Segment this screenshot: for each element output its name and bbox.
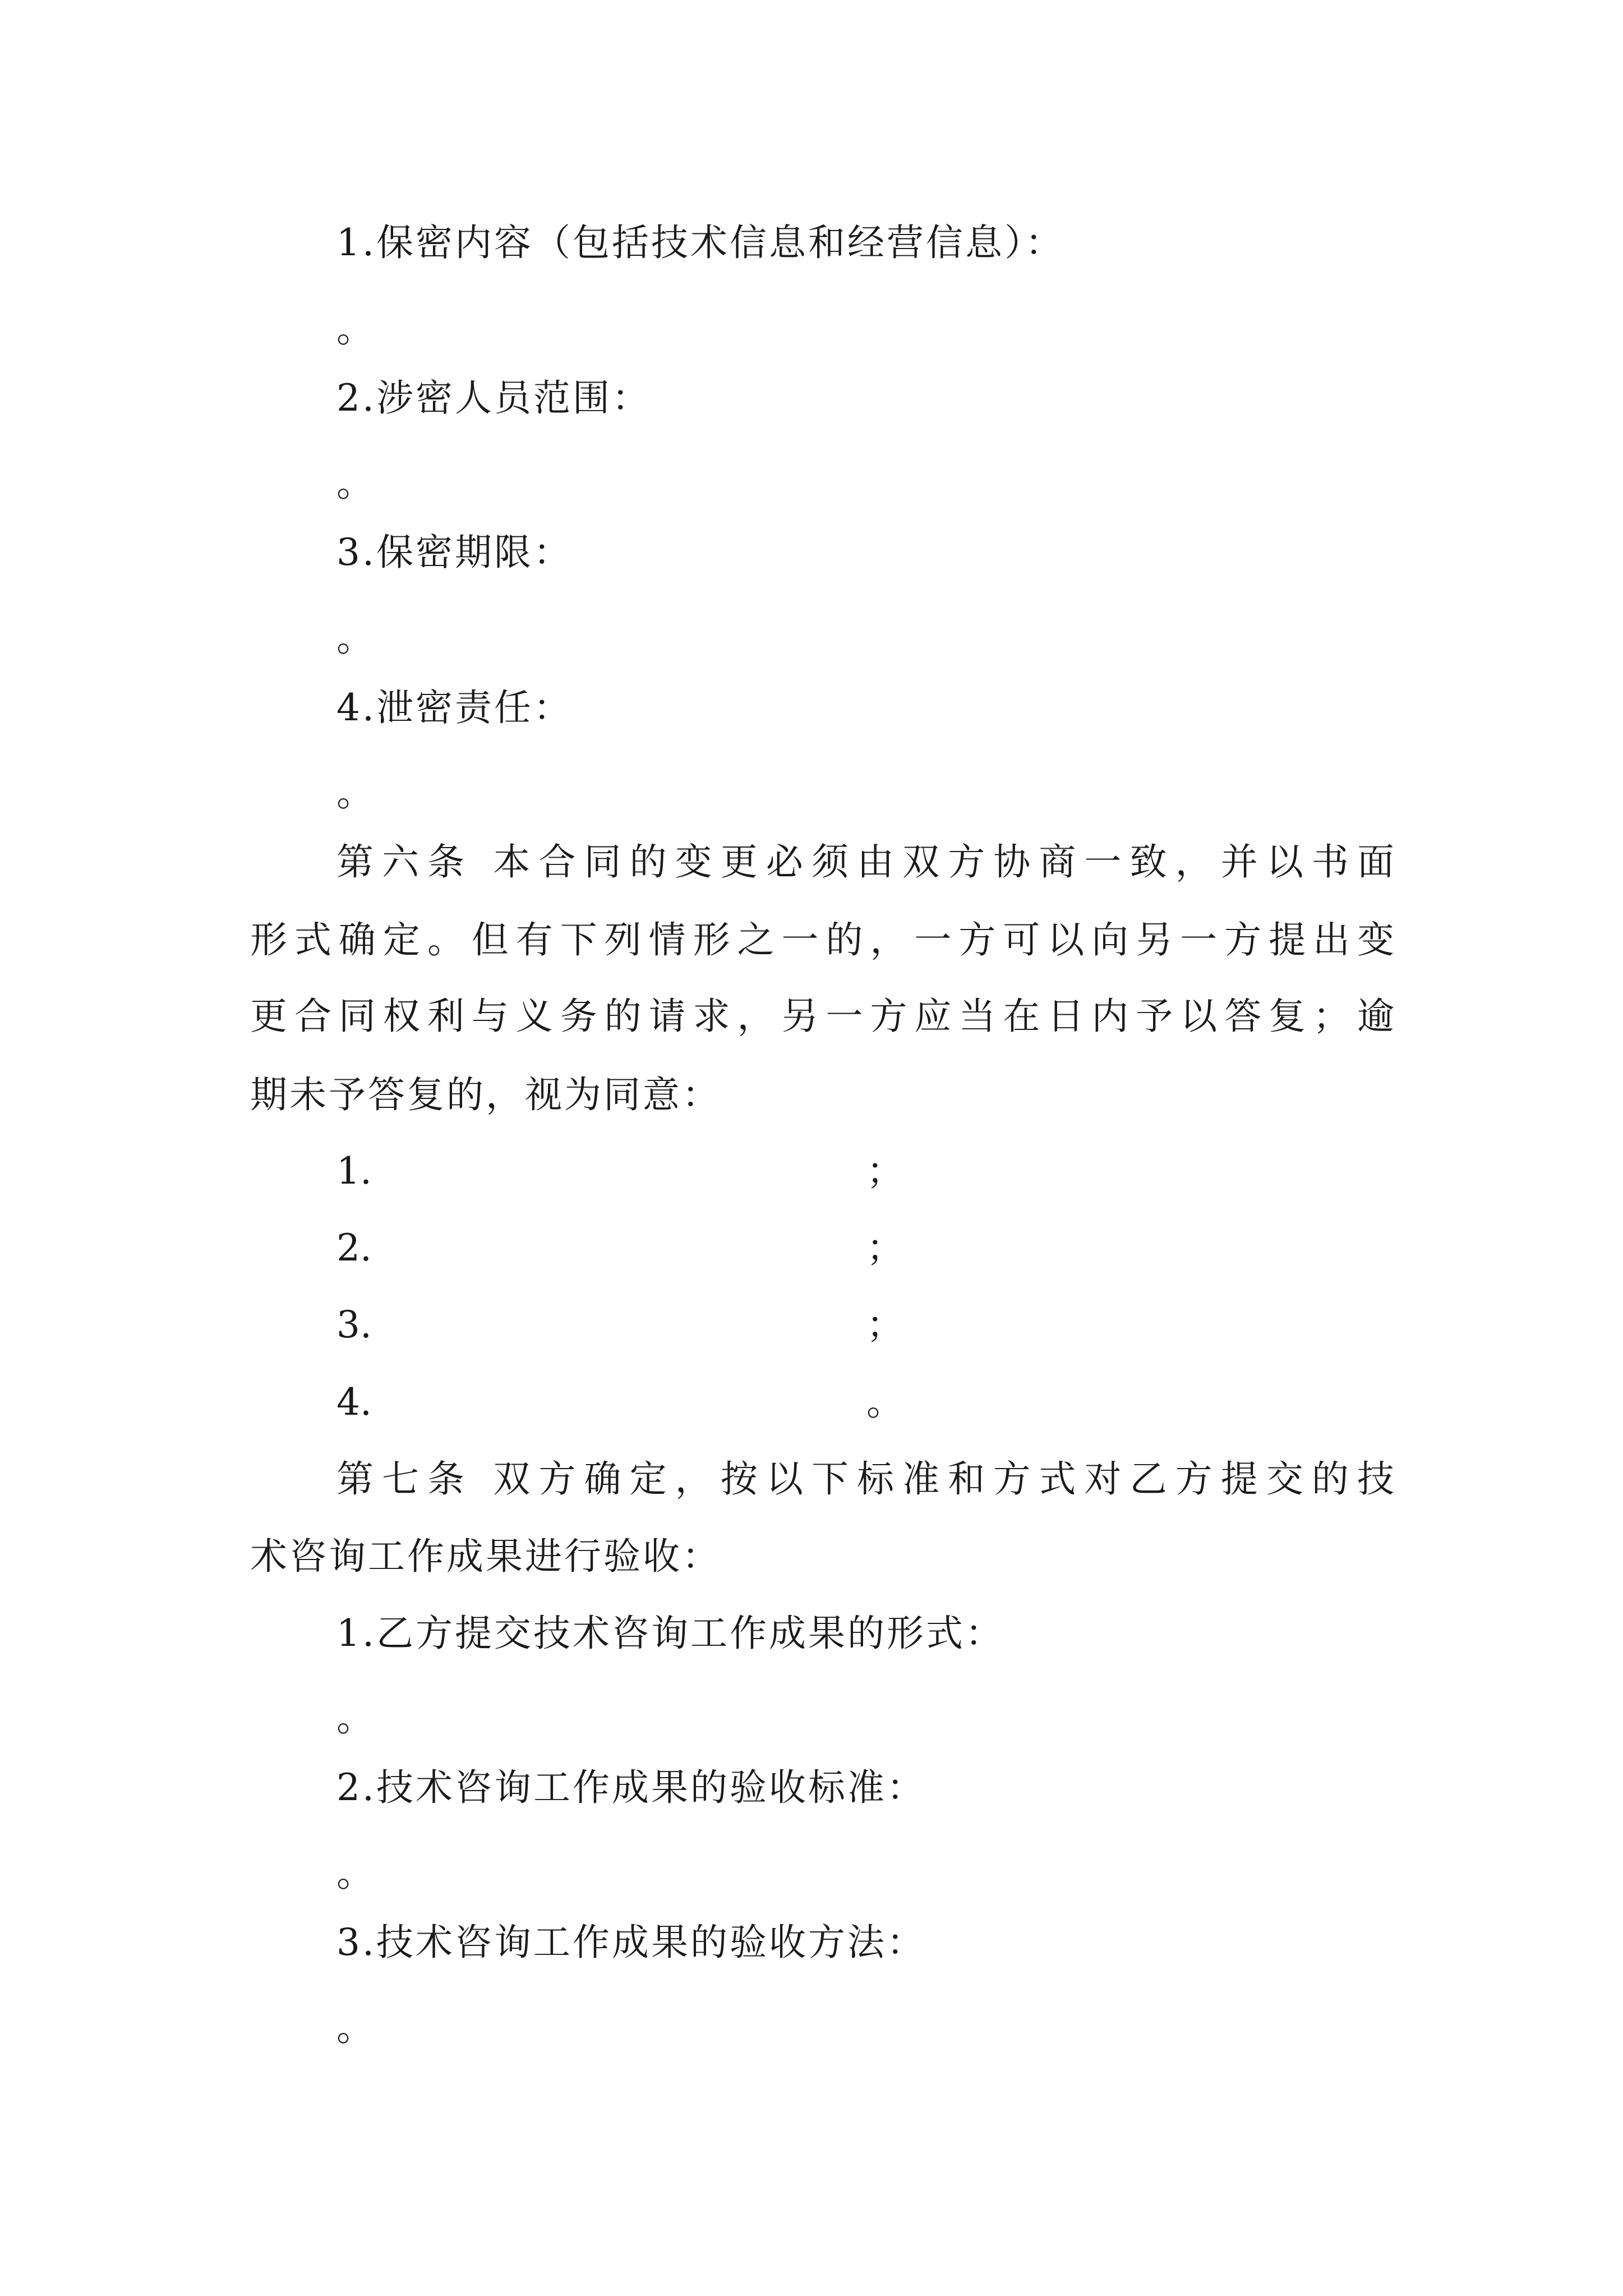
confidential-personnel-label: 2.涉密人员范围： bbox=[336, 376, 651, 420]
leak-liability-end: 。 bbox=[336, 771, 376, 815]
article6-line3: 更合同权利与义务的请求，另一方应当在日内予以答复；逾 bbox=[250, 995, 1394, 1038]
confidential-period-end: 。 bbox=[336, 616, 376, 660]
result-form-label: 1.乙方提交技术咨询工作成果的形式： bbox=[336, 1612, 1004, 1655]
article6-item-1 bbox=[336, 1149, 903, 1194]
item-number: 1. bbox=[336, 1149, 372, 1193]
acceptance-method-end: 。 bbox=[336, 2006, 376, 2049]
item-number: 2. bbox=[336, 1226, 372, 1269]
acceptance-standard-label: 2.技术咨询工作成果的验收标准： bbox=[336, 1766, 926, 1809]
item-end-mark: ； bbox=[866, 1226, 903, 1269]
acceptance-method-label: 3.技术咨询工作成果的验收方法： bbox=[336, 1921, 926, 1964]
leak-liability-label: 4.泄密责任： bbox=[336, 686, 573, 729]
item-end-mark: ； bbox=[866, 1303, 903, 1346]
article6-item-2 bbox=[336, 1226, 903, 1271]
article6-item-3 bbox=[336, 1303, 903, 1347]
acceptance-standard-end: 。 bbox=[336, 1852, 376, 1895]
item-end-mark: ； bbox=[866, 1149, 903, 1193]
article6-line2: 形式确定。但有下列情形之一的，一方可以向另一方提出变 bbox=[250, 918, 1394, 961]
item-number: 3. bbox=[336, 1303, 372, 1346]
article7-line1: 第七条 双方确定，按以下标准和方式对乙方提交的技 bbox=[336, 1457, 1394, 1501]
confidential-personnel-end: 。 bbox=[336, 462, 376, 505]
item-number: 4. bbox=[336, 1381, 372, 1424]
item-end-mark: 。 bbox=[866, 1381, 903, 1424]
article6-line4: 期未予答复的，视为同意： bbox=[250, 1073, 721, 1116]
confidential-content-end: 。 bbox=[336, 307, 376, 351]
result-form-end: 。 bbox=[336, 1696, 376, 1740]
article6-line1: 第六条 本合同的变更必须由双方协商一致，并以书面 bbox=[336, 840, 1394, 884]
article7-line2: 术咨询工作成果进行验收： bbox=[250, 1535, 721, 1578]
confidential-period-label: 3.保密期限： bbox=[336, 531, 573, 574]
confidential-content-label: 1.保密内容（包括技术信息和经营信息）： bbox=[336, 221, 1064, 264]
article6-item-4 bbox=[336, 1380, 903, 1425]
